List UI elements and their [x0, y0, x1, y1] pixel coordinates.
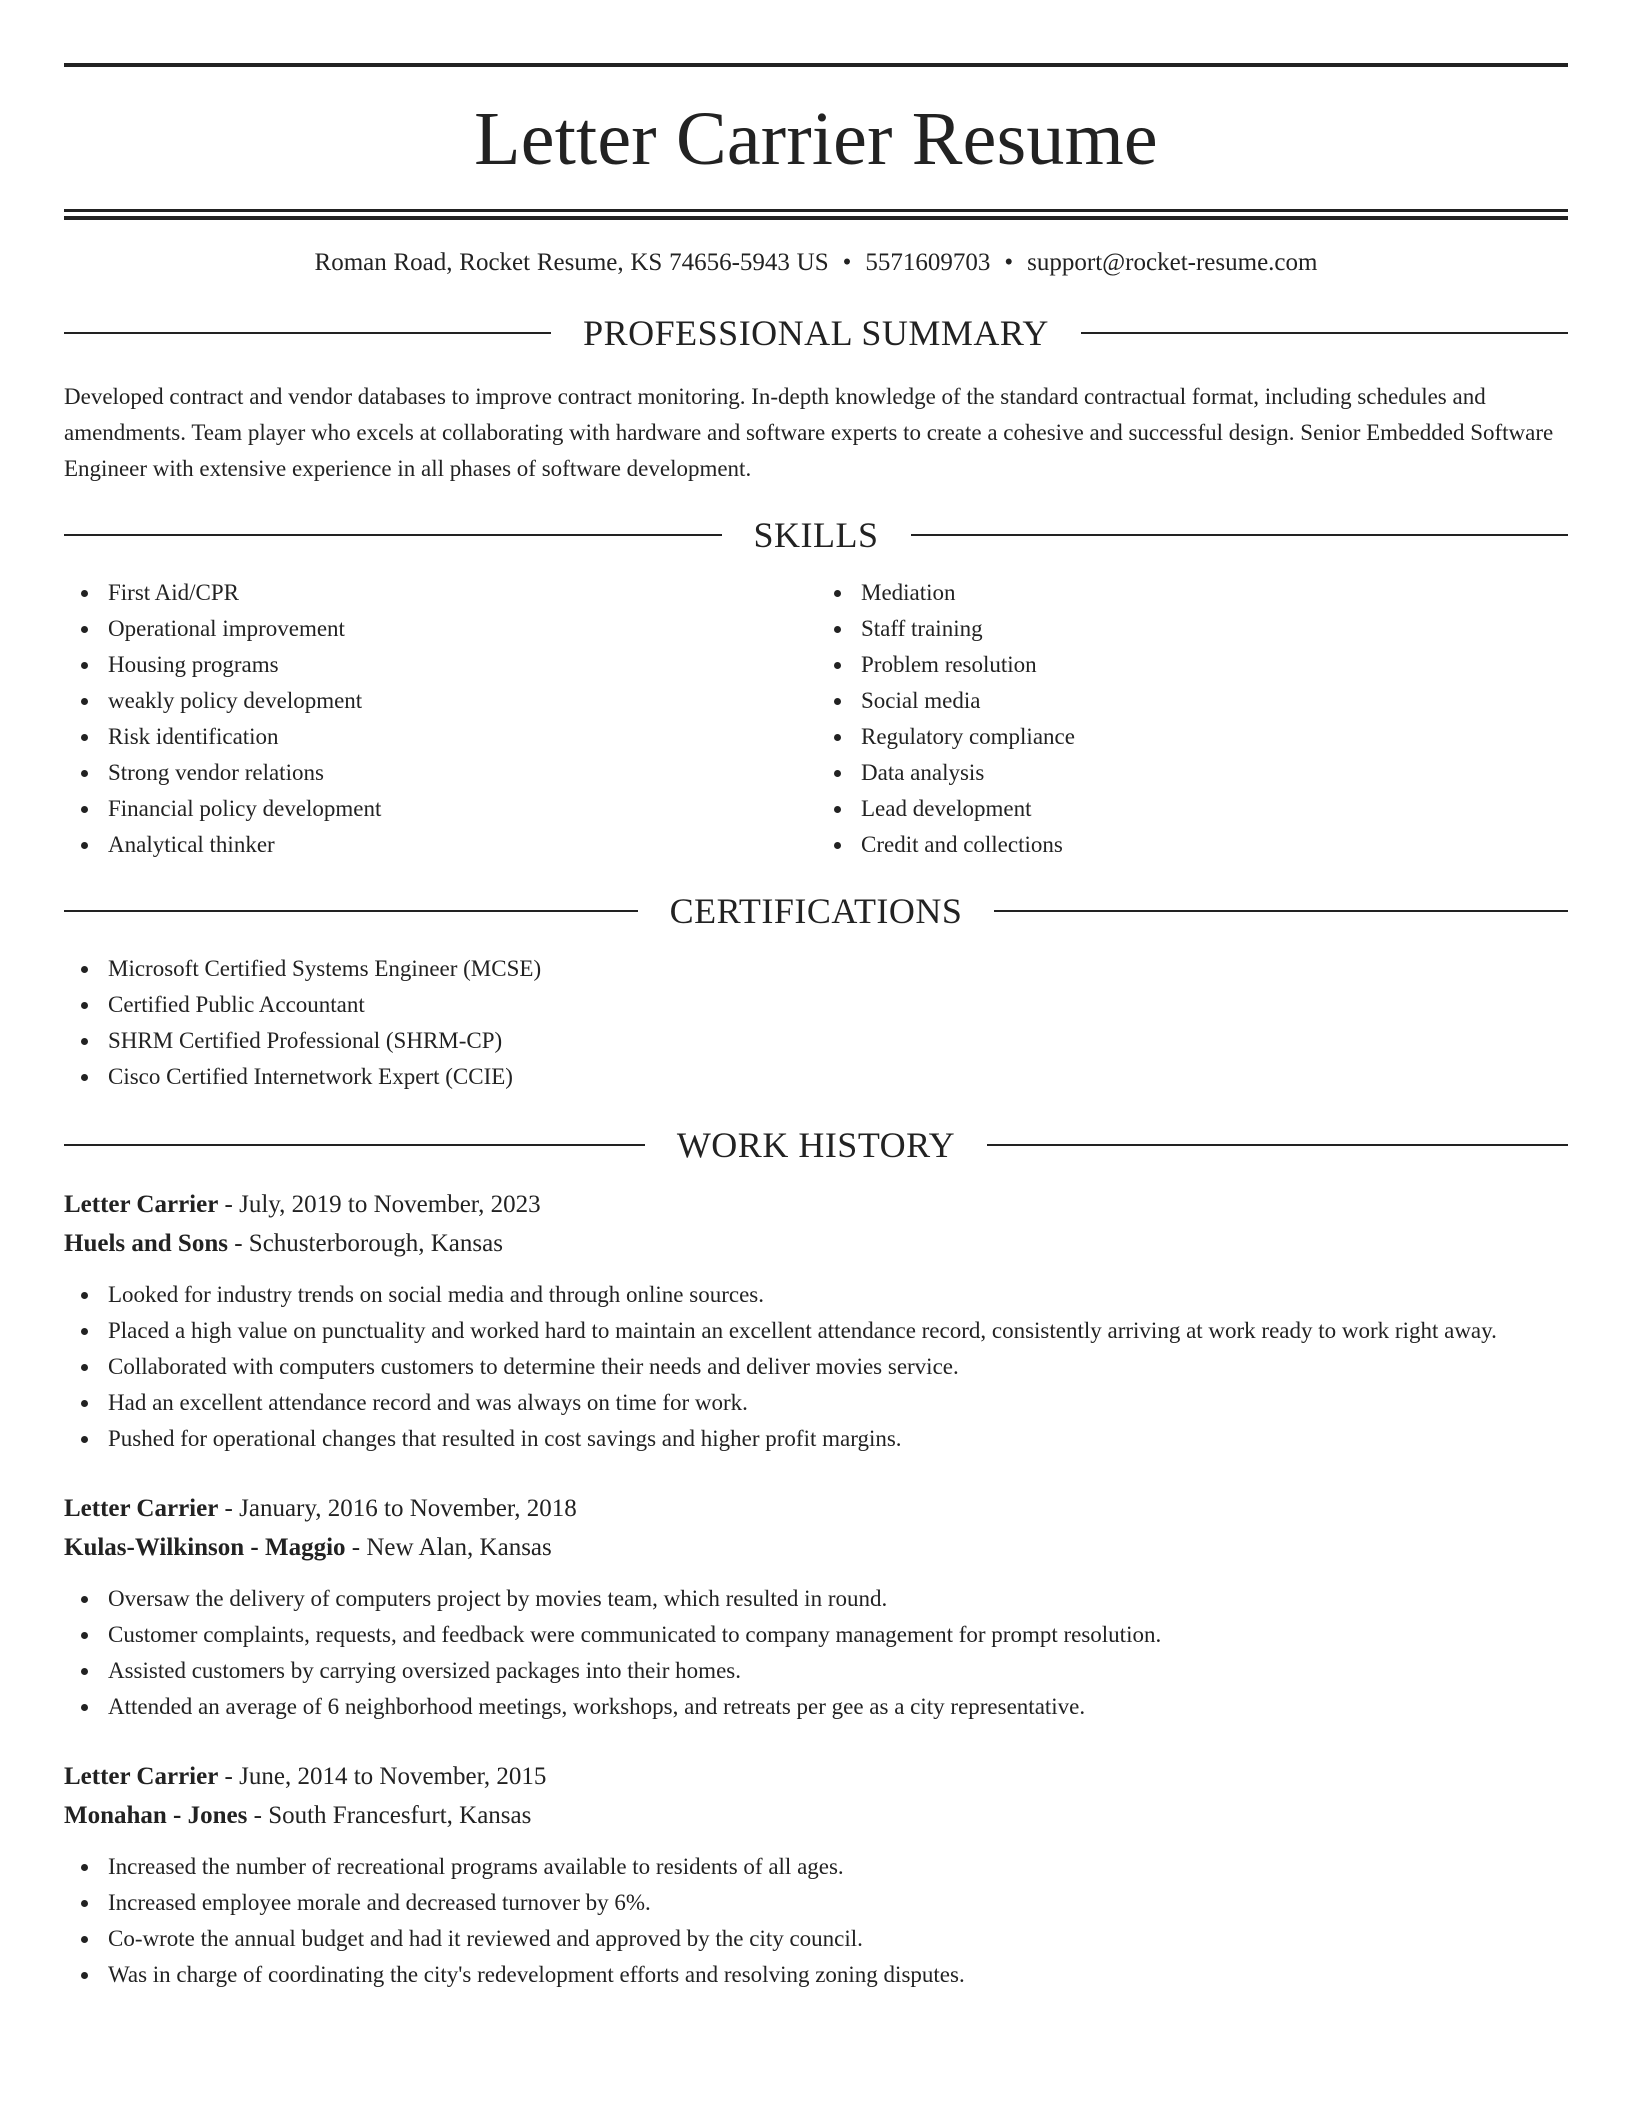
skill-item: weakly policy development: [108, 683, 815, 719]
skill-item: Regulatory compliance: [861, 719, 1568, 755]
skill-item: Strong vendor relations: [108, 755, 815, 791]
certifications-heading-label: CERTIFICATIONS: [669, 891, 963, 931]
job-dates: - July, 2019 to November, 2023: [218, 1191, 541, 1218]
heading-rule: [64, 910, 638, 912]
job-title-line: [64, 1489, 1568, 1528]
job-bullet: Assisted customers by carrying oversized packages into their homes.: [108, 1653, 1568, 1689]
job-company-line: [64, 1224, 1568, 1263]
job-bullet: Attended an average of 6 neighborhood meetings, workshops, and retreats per gee as a city representative.: [108, 1689, 1568, 1725]
job-bullet: Increased employee morale and decreased turnover by 6%.: [108, 1885, 1568, 1921]
summary-heading: [64, 313, 1568, 353]
skills-grid: [64, 575, 1568, 863]
skill-item: Mediation: [861, 575, 1568, 611]
job-title: Letter Carrier: [64, 1763, 219, 1790]
contact-phone: 5571609703: [865, 249, 991, 276]
job-company: Huels and Sons: [64, 1230, 228, 1257]
heading-rule: [64, 332, 551, 334]
job-title: Letter Carrier: [64, 1191, 219, 1218]
skill-item: Financial policy development: [108, 791, 815, 827]
heading-rule: [64, 1144, 645, 1146]
heading-rule: [994, 910, 1568, 912]
job-bullet: Collaborated with computers customers to determine their needs and deliver movies service.: [108, 1349, 1568, 1385]
skill-item: First Aid/CPR: [108, 575, 815, 611]
heading-rule: [987, 1144, 1568, 1146]
job-bullet: Had an excellent attendance record and was always on time for work.: [108, 1385, 1568, 1421]
skill-item: Social media: [861, 683, 1568, 719]
skill-item: Operational improvement: [108, 611, 815, 647]
skill-item: Staff training: [861, 611, 1568, 647]
job-location: - South Francesfurt, Kansas: [247, 1802, 532, 1829]
summary-text: Developed contract and vendor databases to improve contract monitoring. In-depth knowledge of the standard contractual format, including schedules and amendments. Team player who excels at collaborating with hardware and software experts to create a cohesive and successful design. Senior Embedded Software Engineer with extensive experience in all phases of software development.: [64, 384, 1554, 481]
job-company: Monahan - Jones: [64, 1802, 248, 1829]
skills-list-left: [64, 575, 815, 863]
job-entry: [64, 1757, 1568, 1993]
job-bullet: Customer complaints, requests, and feedback were communicated to company management for prompt resolution.: [108, 1617, 1568, 1653]
certifications-list: [64, 951, 1568, 1095]
contact-line: [64, 247, 1568, 279]
summary-heading-label: PROFESSIONAL SUMMARY: [583, 313, 1049, 353]
job-bullets: [64, 1849, 1568, 1993]
certification-item: SHRM Certified Professional (SHRM-CP): [108, 1023, 1568, 1059]
heading-rule: [911, 534, 1569, 536]
job-location: - Schusterborough, Kansas: [227, 1230, 503, 1257]
skills-heading: [64, 515, 1568, 555]
skills-heading-label: SKILLS: [753, 515, 879, 555]
job-bullet: Increased the number of recreational programs available to residents of all ages.: [108, 1849, 1568, 1885]
contact-separator: •: [1004, 249, 1014, 276]
job-bullet: Placed a high value on punctuality and worked hard to maintain an excellent attendance record, consistently arriving at work ready to work right away.: [108, 1313, 1568, 1349]
skill-item: Problem resolution: [861, 647, 1568, 683]
certification-item: Microsoft Certified Systems Engineer (MCSE): [108, 951, 1568, 987]
job-bullets: [64, 1581, 1568, 1725]
job-bullet: Oversaw the delivery of computers project by movies team, which resulted in round.: [108, 1581, 1568, 1617]
job-bullet: Looked for industry trends on social media and through online sources.: [108, 1277, 1568, 1313]
job-bullet: Pushed for operational changes that resulted in cost savings and higher profit margins.: [108, 1421, 1568, 1457]
skill-item: Housing programs: [108, 647, 815, 683]
job-location: - New Alan, Kansas: [345, 1534, 552, 1561]
certifications-heading: [64, 891, 1568, 931]
job-title-line: [64, 1757, 1568, 1796]
job-company-line: [64, 1528, 1568, 1567]
job-bullet: Was in charge of coordinating the city's redevelopment efforts and resolving zoning disputes.: [108, 1957, 1568, 1993]
certification-item: Certified Public Accountant: [108, 987, 1568, 1023]
top-rule: [64, 63, 1568, 67]
heading-rule: [64, 534, 722, 536]
job-dates: - January, 2016 to November, 2018: [218, 1495, 577, 1522]
job-entry: [64, 1489, 1568, 1725]
certification-item: Cisco Certified Internetwork Expert (CCIE): [108, 1059, 1568, 1095]
contact-address: Roman Road, Rocket Resume, KS 74656-5943 US: [314, 249, 829, 276]
job-company: Kulas-Wilkinson - Maggio: [64, 1534, 346, 1561]
job-company-line: [64, 1796, 1568, 1835]
job-bullets: [64, 1277, 1568, 1457]
contact-email: support@rocket-resume.com: [1027, 249, 1318, 276]
skill-item: Analytical thinker: [108, 827, 815, 863]
title-double-rule: [64, 209, 1568, 220]
skill-item: Lead development: [861, 791, 1568, 827]
job-dates: - June, 2014 to November, 2015: [218, 1763, 547, 1790]
skill-item: Data analysis: [861, 755, 1568, 791]
job-title-line: [64, 1185, 1568, 1224]
work-history-heading: [64, 1125, 1568, 1165]
contact-separator: •: [842, 249, 852, 276]
skills-list-right: [815, 575, 1568, 863]
job-bullet: Co-wrote the annual budget and had it reviewed and approved by the city council.: [108, 1921, 1568, 1957]
resume-title: Letter Carrier Resume: [474, 97, 1158, 181]
job-title: Letter Carrier: [64, 1495, 219, 1522]
skill-item: Risk identification: [108, 719, 815, 755]
job-entry: [64, 1185, 1568, 1457]
heading-rule: [1081, 332, 1568, 334]
skill-item: Credit and collections: [861, 827, 1568, 863]
work-history-heading-label: WORK HISTORY: [676, 1125, 956, 1165]
